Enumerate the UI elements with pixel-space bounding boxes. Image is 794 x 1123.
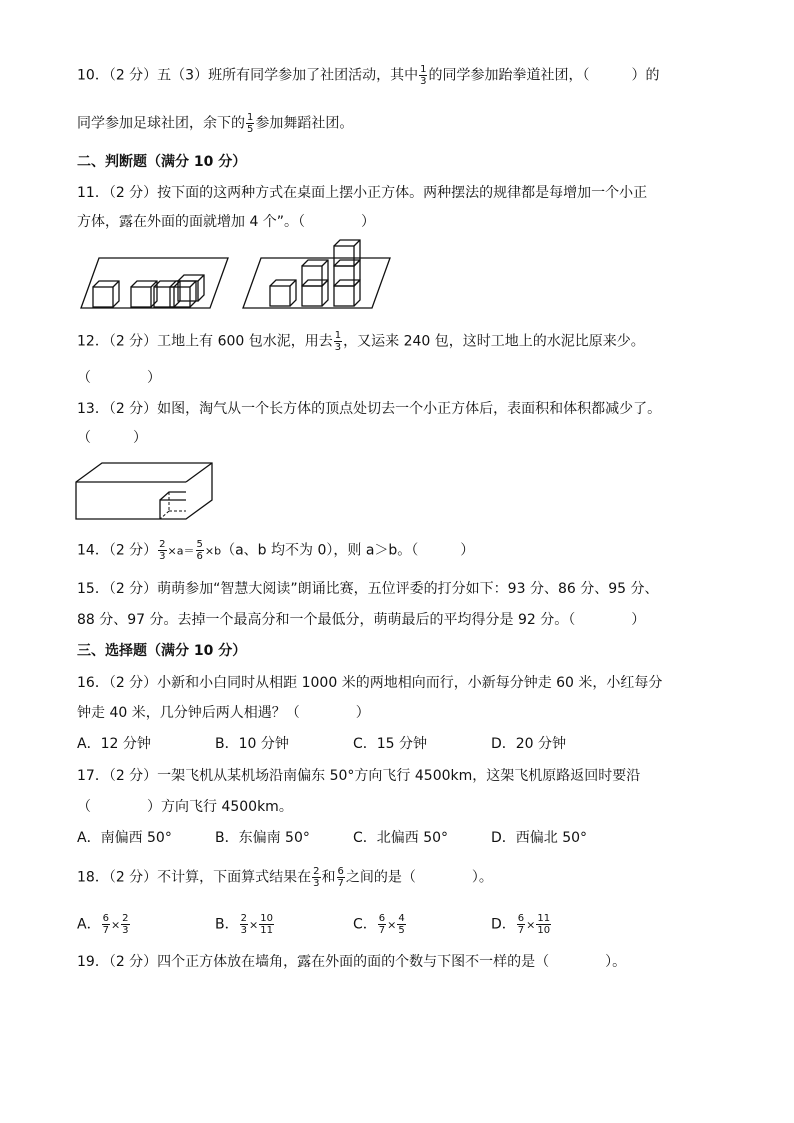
fraction-one-fifth: $\frac{1}{5}$ — [247, 112, 254, 135]
question-15-line-1: 15．（2 分）萌萌参加“智慧大阅读”朗诵比赛，五位评委的打分如下：93 分、86 分、95 分、 — [77, 581, 659, 597]
q17-option-b[interactable]: B．东偏南 50° — [215, 830, 310, 846]
q17-option-a[interactable]: A．南偏西 50° — [77, 830, 172, 846]
question-12-answer-paren: （ ） — [77, 370, 161, 386]
section-2-heading: 二、判断题（满分 10 分） — [77, 154, 247, 170]
q16-option-d[interactable]: D．20 分钟 — [491, 736, 567, 752]
question-17-line-1: 17．（2 分）一架飞机从某机场沿南偏东 50°方向飞行 4500km，这架飞机原路返回时要沿 — [77, 768, 641, 784]
question-11-line-1: 11．（2 分）按下面的这两种方式在桌面上摆小正方体。两种摆法的规律都是每增加一个小正 — [77, 185, 648, 201]
question-14: 14．（2 分） $\frac{2}{3}$ ×a＝ $\frac{5}{6}$ ×b（a、b 均不为 0），则 a＞b。（ ） — [77, 539, 475, 562]
question-10-line-1: 10．（2 分）五（3）班所有同学参加了社团活动，其中 $\frac{1}{3}$ 的同学参加跆拳道社团，（ ）的 — [77, 64, 660, 87]
q16-option-c[interactable]: C．15 分钟 — [353, 736, 428, 752]
question-13-line-1: 13．（2 分）如图，淘气从一个长方体的顶点处切去一个小正方体后，表面积和体积都减少了。 — [77, 401, 662, 417]
question-12-line-1: 12．（2 分）工地上有 600 包水泥，用去 $\frac{1}{3}$ ，又运来 240 包，这时工地上的水泥比原来少。 — [77, 330, 645, 353]
question-10-line-2: 同学参加足球社团，余下的 $\frac{1}{5}$ 参加舞蹈社团。 — [77, 112, 354, 135]
q18-option-a[interactable]: A． $\frac{6}{7}$ × $\frac{2}{3}$ — [77, 913, 129, 936]
question-16-line-2: 钟走 40 米，几分钟后两人相遇？（ ） — [77, 705, 370, 721]
question-18-line-1: 18．（2 分）不计算，下面算式结果在 $\frac{2}{3}$ 和 $\frac{6}{7}$ 之间的是（ ）。 — [77, 866, 493, 889]
fraction-six-sevenths: $\frac{6}{7}$ — [337, 866, 344, 889]
question-19-line-1: 19．（2 分）四个正方体放在墙角，露在外面的面的个数与下图不一样的是（ ）。 — [77, 954, 627, 970]
fraction-two-thirds: $\frac{2}{3}$ — [159, 539, 166, 562]
question-15-line-2: 88 分、97 分。去掉一个最高分和一个最低分，萌萌最后的平均得分是 92 分。（ ） — [77, 612, 646, 628]
q16-option-a[interactable]: A．12 分钟 — [77, 736, 151, 752]
cube-row-horizontal — [93, 275, 204, 307]
q18-option-b[interactable]: B． $\frac{2}{3}$ × $\frac{10}{11}$ — [215, 913, 273, 936]
q16-option-b[interactable]: B．10 分钟 — [215, 736, 289, 752]
question-17-line-2: （ ）方向飞行 4500km。 — [77, 799, 293, 815]
cut-cuboid-figure — [76, 462, 216, 522]
question-16-line-1: 16．（2 分）小新和小白同时从相距 1000 米的两地相向而行，小新每分钟走 60 米，小红每分 — [77, 675, 663, 691]
question-13-answer-paren: （ ） — [77, 430, 147, 446]
fraction-five-sixths: $\frac{5}{6}$ — [196, 539, 203, 562]
cube-arrangement-figure — [76, 240, 396, 312]
q18-option-d[interactable]: D． $\frac{6}{7}$ × $\frac{11}{10}$ — [491, 913, 551, 936]
q18-option-c[interactable]: C． $\frac{6}{7}$ × $\frac{4}{5}$ — [353, 913, 405, 936]
section-3-heading: 三、选择题（满分 10 分） — [77, 643, 247, 659]
fraction-one-third: $\frac{1}{3}$ — [334, 330, 342, 353]
fraction-one-third: $\frac{1}{3}$ — [420, 64, 427, 87]
q17-option-c[interactable]: C．北偏西 50° — [353, 830, 449, 846]
fraction-two-thirds: $\frac{2}{3}$ — [313, 866, 320, 889]
cube-column-vertical — [270, 240, 360, 306]
q17-option-d[interactable]: D．西偏北 50° — [491, 830, 588, 846]
question-11-line-2: 方体，露在外面的面就增加 4 个”。（ ） — [77, 214, 376, 230]
